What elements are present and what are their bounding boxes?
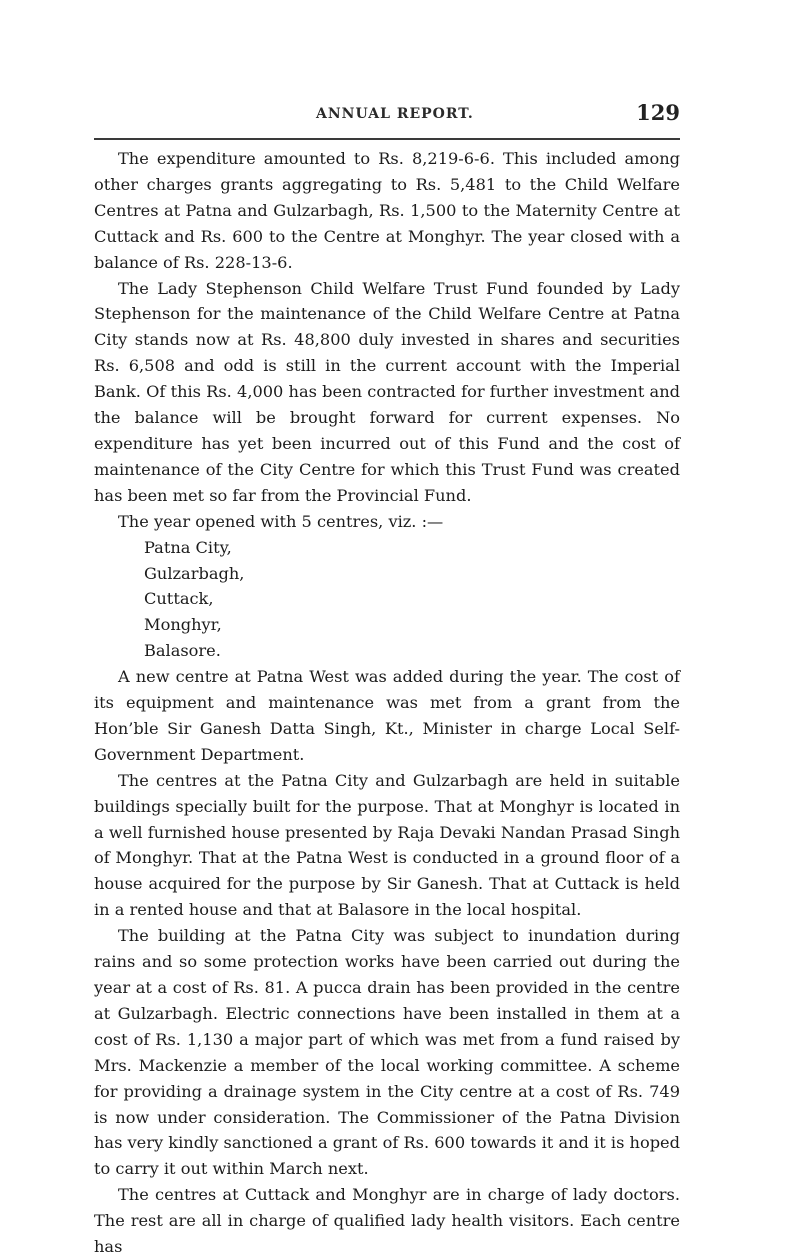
paragraph-year-opened: The year opened with 5 centres, viz. :— <box>118 511 444 531</box>
paragraph-trust-fund: The Lady Stephenson Child Welfare Trust Fund founded by Lady Stephenson for the maintenance of the Child Welfare Centre at Patna City stands now at Rs. 48,800 duly invested in shares and securities Rs. 6,508 and odd is still in the current account with the Imperial Bank. Of this Rs. 4,000 has been contracted for further investment and the balance will be brought forward for current expenses. No expenditure has yet been incurred out of this Fund and the cost of maintenance of the City Centre for which this Trust Fund was created has been met so far from the Provincial Fund. <box>94 278 680 505</box>
list-item: Cuttack, <box>144 589 214 609</box>
paragraph-staffing: The centres at Cuttack and Monghyr are in charge of lady doctors. The rest are all in charge of qualified lady health visitors. Each centre has <box>94 1185 680 1257</box>
list-item: Patna City, <box>144 537 232 557</box>
paragraph-buildings: The centres at the Patna City and Gulzarbagh are held in suitable buildings specially built for the purpose. That at Monghyr is located in a well furnished house presented by Raja Devaki Nandan Prasad Singh of Monghyr. That at the Patna West is conducted in a ground floor of a house acquired for the purpose by Sir Ganesh. That at Cuttack is held in a rented house and that at Balasore in the local hospital. <box>94 770 680 920</box>
header-rule <box>94 138 680 140</box>
list-item: Monghyr, <box>144 615 222 635</box>
centres-list <box>94 535 680 665</box>
running-title: ANNUAL REPORT. <box>316 106 474 122</box>
report-body <box>94 146 680 1260</box>
list-item: Balasore. <box>144 641 221 661</box>
running-head <box>94 100 680 134</box>
paragraph-inundation: The building at the Patna City was subject to inundation during rains and so some protection works have been carried out during the year at a cost of Rs. 81. A pucca drain has been provided in the centre at Gulzarbagh. Electric connections have been installed in them at a cost of Rs. 1,130 a major part of which was met from a fund raised by Mrs. Mackenzie a member of the local working committee. A scheme for providing a drainage system in the City centre at a cost of Rs. 749 is now under consideration. The Commissioner of the Patna Division has very kindly sanctioned a grant of Rs. 600 towards it and it is hoped to carry it out within March next. <box>94 926 680 1179</box>
paragraph-expenditure: The expenditure amounted to Rs. 8,219-6-6. This included among other charges grants aggregating to Rs. 5,481 to the Child Welfare Centres at Patna and Gulzarbagh, Rs. 1,500 to the Maternity Centre at Cuttack and Rs. 600 to the Centre at Monghyr. The year closed with a balance of Rs. 228-13-6. <box>94 149 680 272</box>
page-number: 129 <box>636 100 680 125</box>
list-item: Gulzarbagh, <box>144 563 245 583</box>
paragraph-new-centre: A new centre at Patna West was added during the year. The cost of its equipment and maintenance was met from a grant from the Hon’ble Sir Ganesh Datta Singh, Kt., Minister in charge Local Self-Government Department. <box>94 667 680 764</box>
